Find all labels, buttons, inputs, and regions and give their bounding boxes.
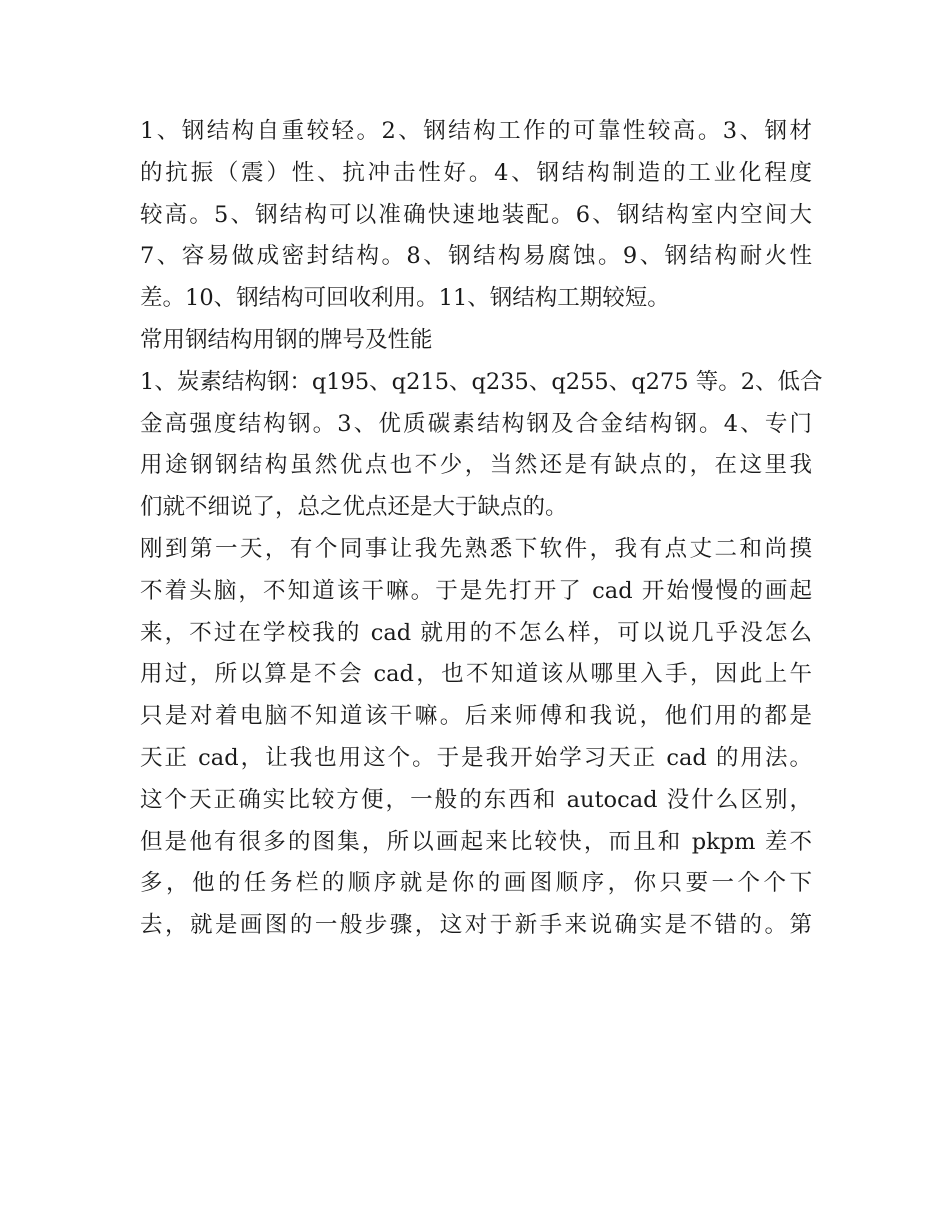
body-text — [140, 111, 823, 947]
text-line-12: 不着头脑，不知道该干嘛。于是先打开了 cad 开始慢慢的画起 — [140, 577, 812, 604]
text-line-11: 刚到第一天，有个同事让我先熟悉下软件，我有点丈二和尚摸 — [140, 535, 812, 562]
text-line-20: 去，就是画图的一般步骤，这对于新手来说确实是不错的。第 — [140, 912, 812, 939]
text-line-16: 天正 cad，让我也用这个。于是我开始学习天正 cad 的用法。 — [140, 744, 812, 771]
text-line-9: 用途钢钢结构虽然优点也不少，当然还是有缺点的，在这里我 — [140, 452, 812, 479]
text-line-4: 7、容易做成密封结构。8、钢结构易腐蚀。9、钢结构耐火性 — [140, 243, 812, 270]
text-line-17: 这个天正确实比较方便，一般的东西和 autocad 没什么区别， — [140, 786, 812, 813]
text-line-13: 来，不过在学校我的 cad 就用的不怎么样，可以说几乎没怎么 — [140, 619, 812, 646]
text-line-19: 多，他的任务栏的顺序就是你的画图顺序，你只要一个个下 — [140, 870, 812, 897]
text-line-1: 1、钢结构自重较轻。2、钢结构工作的可靠性较高。3、钢材 — [140, 118, 812, 144]
text-line-3: 较高。5、钢结构可以准确快速地装配。6、钢结构室内空间大 — [140, 201, 812, 228]
text-line-7: 1、炭素结构钢：q195、q215、q235、q255、q275 等。2、低合 — [140, 368, 823, 395]
text-line-2: 的抗振（震）性、抗冲击性好。4、钢结构制造的工业化程度 — [140, 159, 812, 186]
text-line-5: 差。10、钢结构可回收利用。11、钢结构工期较短。 — [140, 285, 670, 312]
text-line-8: 金高强度结构钢。3、优质碳素结构钢及合金结构钢。4、专门 — [140, 410, 812, 437]
text-line-14: 用过，所以算是不会 cad，也不知道该从哪里入手，因此上午 — [140, 661, 812, 688]
text-line-15: 只是对着电脑不知道该干嘛。后来师傅和我说，他们用的都是 — [140, 703, 812, 730]
section-heading: 常用钢结构用钢的牌号及性能 — [140, 326, 433, 353]
text-line-18: 但是他有很多的图集，所以画起来比较快，而且和 pkpm 差不 — [140, 828, 812, 855]
text-line-10: 们就不细说了，总之优点还是大于缺点的。 — [140, 494, 568, 521]
